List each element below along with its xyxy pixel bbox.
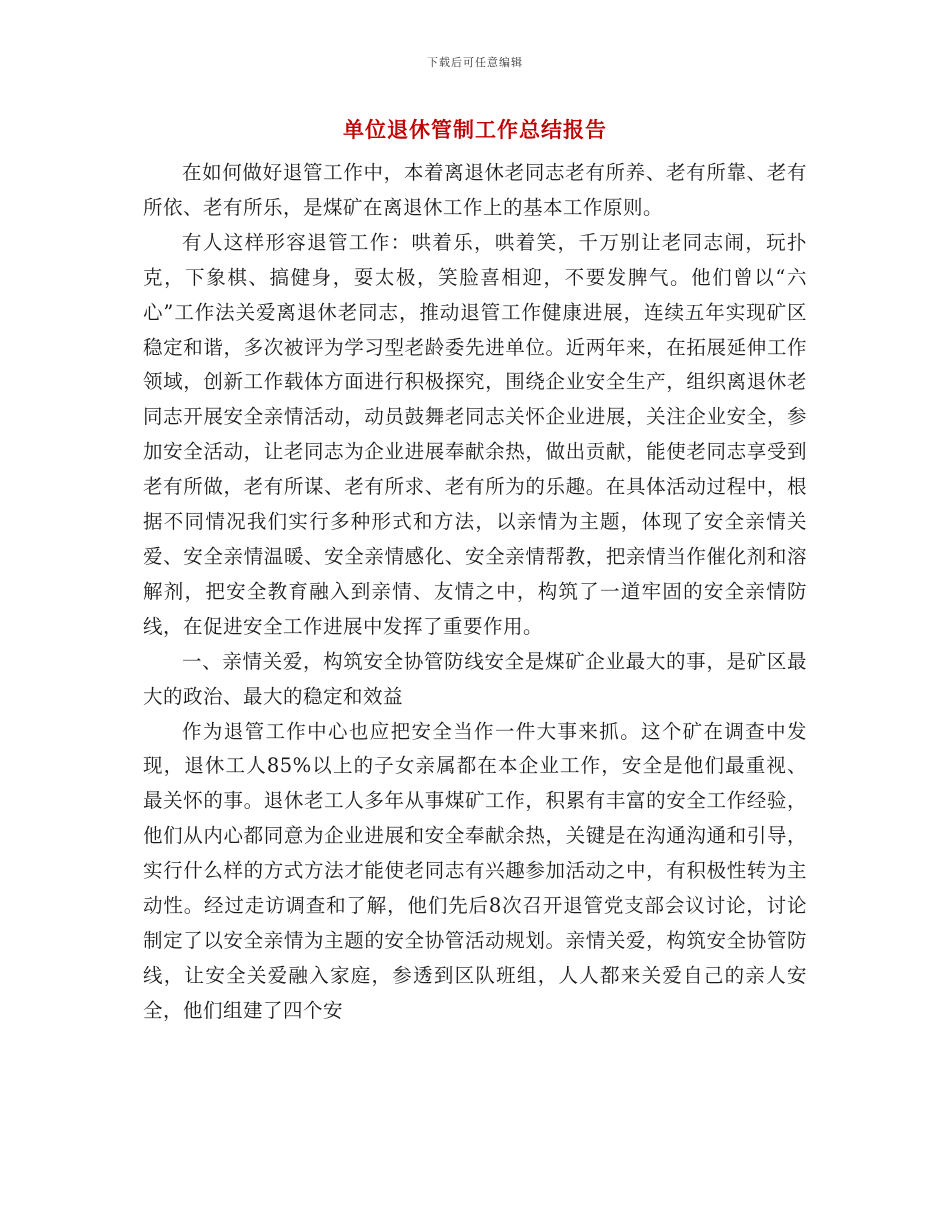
paragraph-overview: 有人这样形容退管工作：哄着乐，哄着笑，千万别让老同志闹，玩扑克，下象棋、搞健身，耍太极，笑脸喜相迎，不要发脾气。他们曾以“六心”工作法关爱离退休老同志，推动退管工作健康进展，连续五年实现矿区稳定和谐，多次被评为学习型老龄委先进单位。近两年来，在拓展延伸工作领域，创新工作载体方面进行积极探究，围绕企业安全生产，组织离退休老同志开展安全亲情活动，动员鼓舞老同志关怀企业进展，关注企业安全，参加安全活动，让老同志为企业进展奉献余热，做出贡献，能使老同志享受到老有所做，老有所谋、老有所求、老有所为的乐趣。在具体活动过程中，根据不同情况我们实行多种形式和方法，以亲情为主题，体现了安全亲情关爱、安全亲情温暖、安全亲情感化、安全亲情帮教，把亲情当作催化剂和溶解剂，把安全教育融入到亲情、友情之中，构筑了一道牢固的安全亲情防线，在促进安全工作进展中发挥了重要作用。 — [143, 230, 807, 638]
paragraph-section-1: 作为退管工作中心也应把安全当作一件大事来抓。这个矿在调查中发现，退休工人85%以上的子女亲属都在本企业工作，安全是他们最重视、最关怀的事。退休老工人多年从事煤矿工作，积累有丰富的安全工作经验，他们从内心都同意为企业进展和安全奉献余热，关键是在沟通沟通和引导，实行什么样的方式方法才能使老同志有兴趣参加活动之中，有积极性转为主动性。经过走访调查和了解，他们先后8次召开退管党支部会议讨论，讨论制定了以安全亲情为主题的安全协管活动规划。亲情关爱，构筑安全协管防线，让安全关爱融入家庭，参透到区队班组，人人都来关爱自己的亲人安全，他们组建了四个安 — [143, 719, 807, 1022]
document-body — [143, 156, 807, 1029]
section-heading-1: 一、亲情关爱，构筑安全协管防线安全是煤矿企业最大的事，是矿区最大的政治、最大的稳定和效益 — [143, 649, 807, 708]
header-note: 下载后可任意编辑 — [427, 56, 523, 69]
paragraph-principle: 在如何做好退管工作中，本着离退休老同志老有所养、老有所靠、老有所依、老有所乐，是煤矿在离退休工作上的基本工作原则。 — [143, 161, 807, 219]
document-title: 单位退休管制工作总结报告 — [343, 118, 607, 142]
